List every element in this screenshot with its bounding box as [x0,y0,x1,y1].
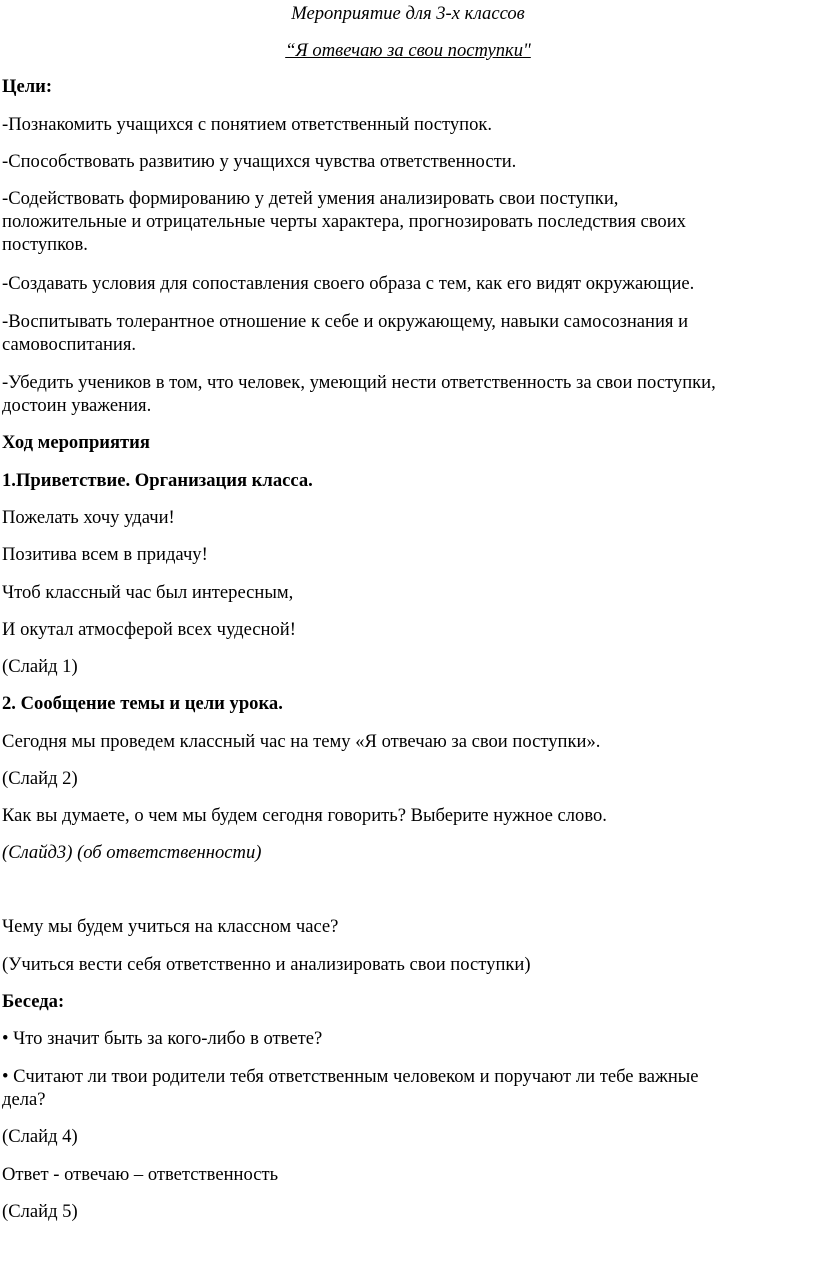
words-line: Ответ - отвечаю – ответственность [2,1164,279,1185]
goal-item: -Убедить учеников в том, что человек, умеющий нести ответственность за свои поступки, [2,372,716,393]
slide-ref: (Слайд 1) [2,656,78,677]
goal-item: положительные и отрицательные черты характера, прогнозировать последствия своих [2,211,686,232]
goals-heading: Цели: [2,76,53,97]
goal-item: -Воспитывать толерантное отношение к себе и окружающему, навыки самосознания и [2,311,689,332]
talk-question: дела? [2,1089,46,1110]
talk-heading: Беседа: [2,991,65,1012]
step2-text: Сегодня мы проведем классный час на тему «Я отвечаю за свои поступки». [2,731,601,752]
slide-ref: (Слайд 4) [2,1126,78,1147]
talk-question: • Считают ли твои родители тебя ответственным человеком и поручают ли тебе важные [2,1066,699,1087]
poem-line: Пожелать хочу удачи! [2,507,175,528]
goal-item: -Познакомить учащихся с понятием ответственный поступок. [2,114,493,135]
poem-line: Чтоб классный час был интересным, [2,582,294,603]
poem-line: И окутал атмосферой всех чудесной! [2,619,296,640]
goal-item: самовоспитания. [2,334,137,355]
goal-item: поступков. [2,234,88,255]
talk-question: • Что значит быть за кого-либо в ответе? [2,1028,323,1049]
question-text: Как вы думаете, о чем мы будем сегодня говорить? Выберите нужное слово. [2,805,607,826]
goal-item: -Создавать условия для сопоставления своего образа с тем, как его видят окружающие. [2,273,695,294]
slide-ref: (Слайд 2) [2,768,78,789]
topic-title-text: “Я отвечаю за свои поступки" [285,40,531,61]
poem-line: Позитива всем в придачу! [2,544,208,565]
slide-ref-italic: (Слайд3) (об ответственности) [2,842,262,863]
goal-item: -Содействовать формированию у детей умения анализировать свои поступки, [2,188,619,209]
answer-text: (Учиться вести себя ответственно и анализировать свои поступки) [2,954,531,975]
step1-heading: 1.Приветствие. Организация класса. [2,470,313,491]
course-heading: Ход мероприятия [2,432,150,453]
event-title: Мероприятие для 3-х классов [291,3,525,24]
goal-item: -Способствовать развитию у учащихся чувства ответственности. [2,151,517,172]
goal-item: достоин уважения. [2,395,152,416]
slide-ref: (Слайд 5) [2,1201,78,1222]
step2-heading: 2. Сообщение темы и цели урока. [2,693,283,714]
topic-title [0,40,816,62]
question-text: Чему мы будем учиться на классном часе? [2,916,339,937]
